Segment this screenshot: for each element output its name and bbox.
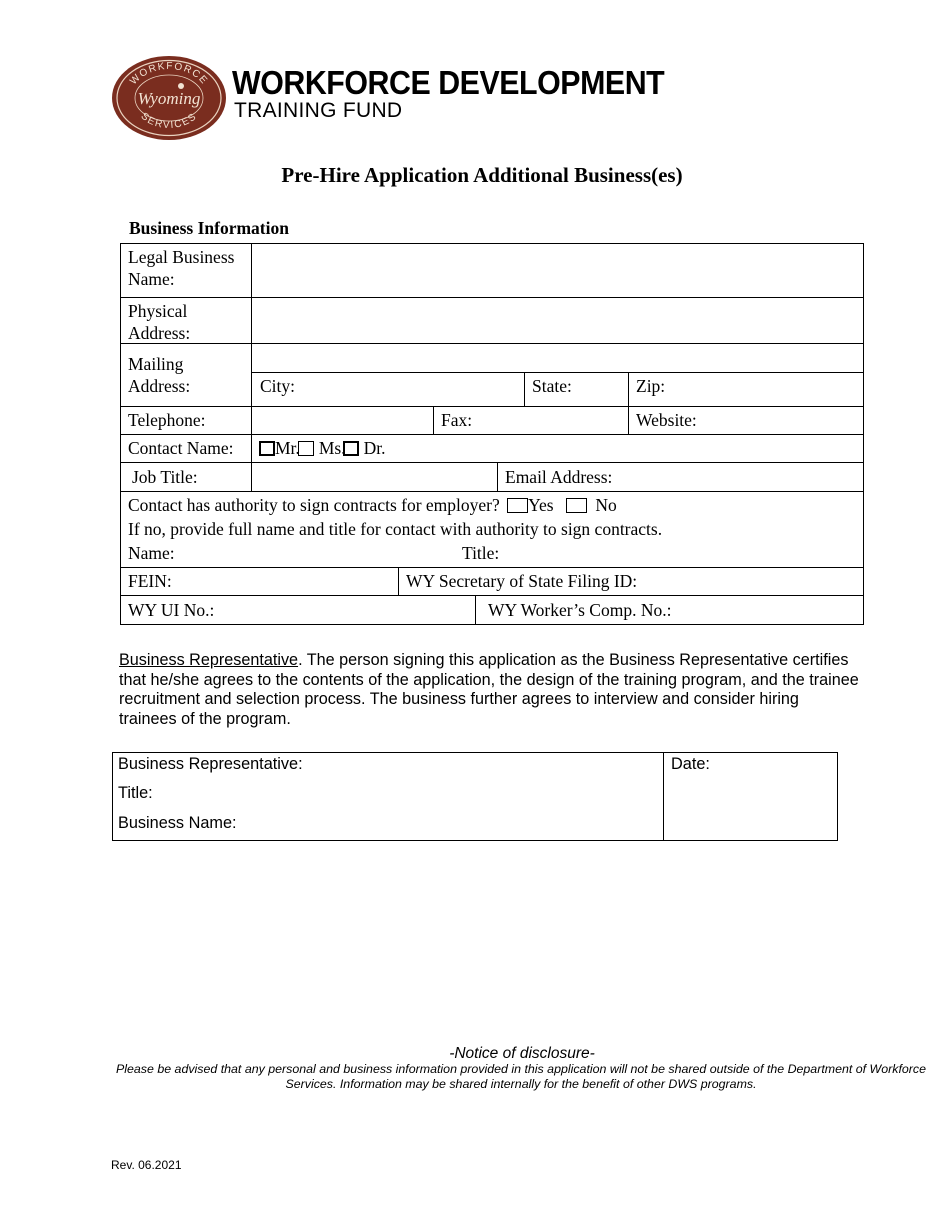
yes-checkbox[interactable] [507, 498, 528, 513]
workforce-logo [110, 55, 665, 145]
fein-label: FEIN: [128, 571, 172, 591]
sos-filing-label: WY Secretary of State Filing ID: [406, 571, 638, 591]
fax-label: Fax: [441, 410, 473, 430]
table-border-line [120, 243, 121, 625]
representative-paragraph: . The person signing this application as the Business Representative certifies that he/she agrees to the contents of the application, the design of the training program, and the trainee recruitment and selection process. The business further agrees to interview and consider hiring trainees of the program. [119, 651, 859, 729]
page-title: Pre-Hire Application Additional Business(es) [281, 163, 683, 187]
mr-label: Mr. [275, 438, 300, 458]
zip-field[interactable] [672, 373, 862, 406]
dr-label: Dr. [363, 438, 386, 458]
brand-title: WORKFORCE DEVELOPMENT [232, 64, 665, 101]
ms-checkbox[interactable] [298, 441, 314, 456]
telephone-field[interactable] [252, 407, 433, 434]
legal-business-name-label: Legal Business [128, 247, 235, 267]
job-title-label: Job Title: [132, 467, 198, 487]
table-border-line [398, 567, 399, 595]
authority-question-text: Contact has authority to sign contracts for employer? [128, 495, 500, 515]
city-label: City: [260, 376, 296, 396]
email-label: Email Address: [505, 467, 613, 487]
table-border-line [112, 840, 838, 841]
mailing-address-field[interactable] [252, 344, 863, 372]
representative-heading: Business Representative [119, 651, 299, 669]
svg-text:SERVICES: SERVICES [138, 110, 200, 132]
contact-name-label: Contact Name: [128, 438, 234, 458]
dr-checkbox[interactable] [343, 441, 359, 456]
svg-text:Wyoming: Wyoming [137, 89, 201, 108]
ui-no-field[interactable] [225, 596, 474, 624]
rep-title-field[interactable] [160, 782, 662, 810]
no-checkbox[interactable] [566, 498, 587, 513]
date-field[interactable] [664, 776, 837, 840]
mailing-address-label: Address: [128, 376, 191, 396]
table-border-line [433, 406, 434, 434]
rep-signature-field[interactable] [315, 753, 662, 781]
rep-business-name-label: Business Name: [118, 814, 237, 832]
physical-address-label: Address: [128, 323, 191, 343]
physical-address-field[interactable] [252, 298, 863, 343]
job-title-field[interactable] [252, 463, 497, 491]
table-border-line [120, 491, 864, 492]
telephone-label: Telephone: [128, 410, 206, 430]
table-border-line [112, 752, 113, 841]
workers-comp-field[interactable] [695, 596, 862, 624]
fax-field[interactable] [480, 407, 627, 434]
ui-no-label: WY UI No.: [128, 600, 215, 620]
state-field[interactable] [580, 373, 627, 406]
section-heading: Business Information [129, 218, 289, 238]
authority-question [128, 494, 617, 516]
authority-name-label: Name: [128, 543, 175, 563]
website-field[interactable] [710, 407, 862, 434]
no-label: No [595, 495, 617, 515]
rep-title-label: Title: [118, 784, 153, 802]
rep-signature-label: Business Representative: [118, 755, 303, 773]
state-label: State: [532, 376, 572, 396]
table-border-line [524, 372, 525, 406]
contact-name-field[interactable] [410, 435, 862, 462]
date-label: Date: [671, 755, 710, 773]
legal-business-name-field[interactable] [252, 244, 863, 297]
table-border-line [475, 595, 476, 624]
notice-body: Please be advised that any personal and business information provided in this application will not be shared outside of the Department of Workforce Services. Information may be shared internally for the benefit of other DWS programs. [116, 1062, 926, 1091]
yes-label: Yes [528, 495, 554, 515]
zip-label: Zip: [636, 376, 666, 396]
brand-subtitle: TRAINING FUND [234, 99, 403, 122]
ms-label: Ms. [318, 438, 346, 458]
table-border-line [120, 624, 864, 625]
city-field[interactable] [300, 373, 523, 406]
table-border-line [863, 243, 864, 625]
website-label: Website: [636, 410, 697, 430]
salutation-options [259, 437, 385, 459]
svg-text:WORKFORCE: WORKFORCE [128, 60, 210, 88]
authority-name-field[interactable] [182, 542, 457, 566]
table-border-line [497, 462, 498, 491]
wyoming-seal-logo [110, 55, 228, 141]
representative-statement [119, 651, 859, 730]
table-border-line [837, 752, 838, 841]
table-border-line [628, 372, 629, 434]
legal-business-name-label: Name: [128, 269, 175, 289]
physical-address-label: Physical [128, 301, 188, 321]
authority-instruction: If no, provide full name and title for contact with authority to sign contracts. [128, 519, 663, 539]
fein-field[interactable] [180, 568, 397, 595]
notice-title: -Notice of disclosure- [449, 1045, 595, 1062]
rep-business-name-field[interactable] [246, 811, 662, 839]
sos-filing-field[interactable] [660, 568, 862, 595]
revision-label: Rev. 06.2021 [111, 1158, 182, 1172]
authority-title-field[interactable] [506, 542, 862, 566]
email-field[interactable] [625, 463, 862, 491]
mailing-address-label: Mailing [128, 354, 184, 374]
authority-title-label: Title: [462, 543, 500, 563]
workers-comp-label: WY Worker’s Comp. No.: [488, 600, 672, 620]
mr-checkbox[interactable] [259, 441, 275, 456]
